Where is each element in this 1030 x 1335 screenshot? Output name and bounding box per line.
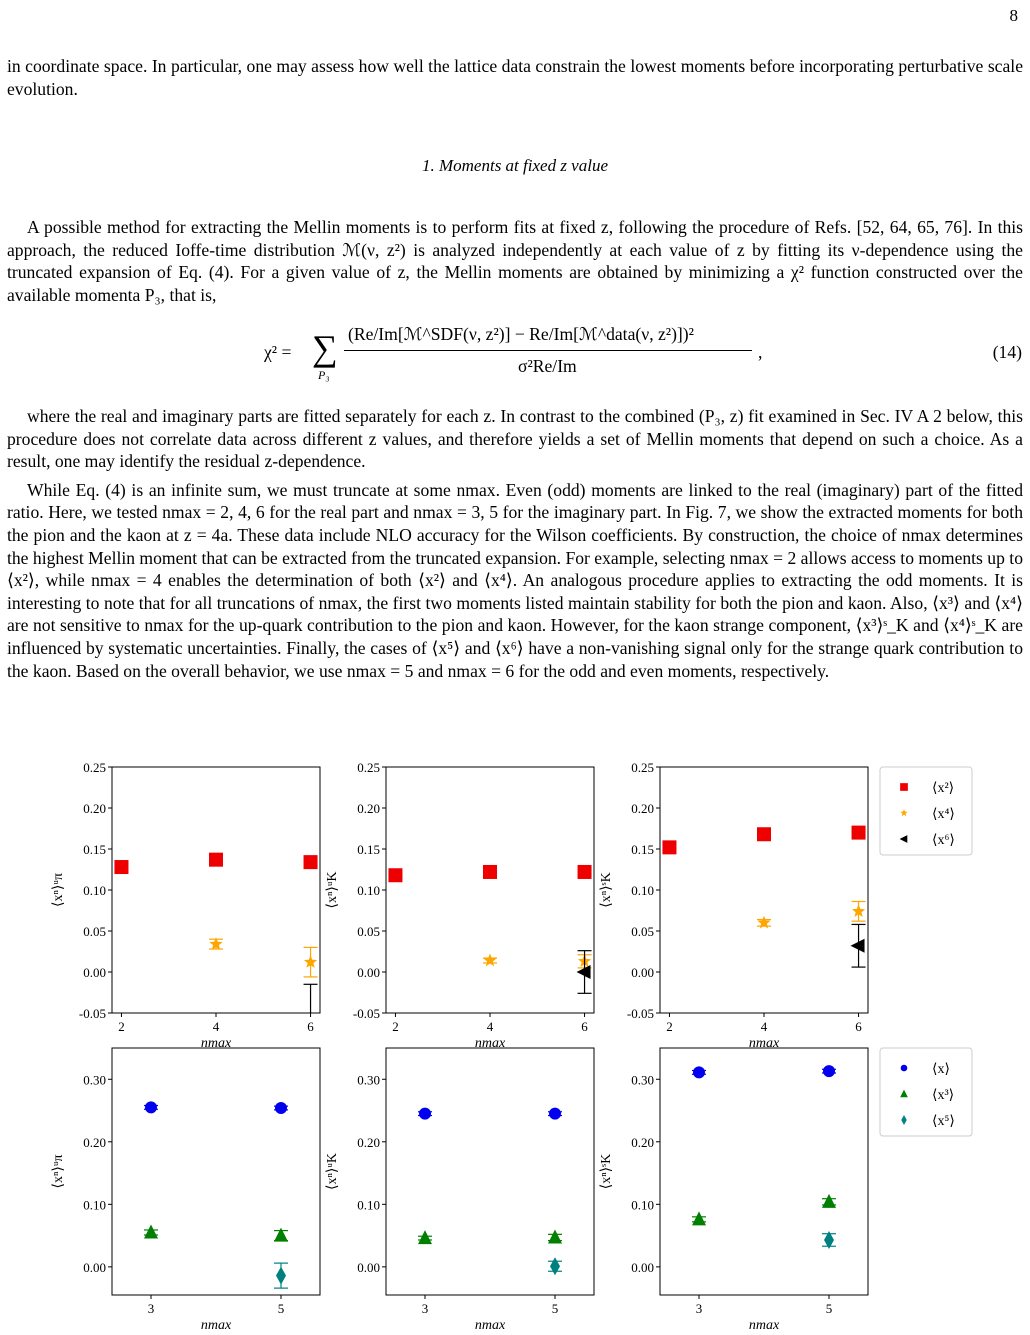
data-point [662, 840, 676, 854]
y-tick-label: 0.10 [631, 883, 654, 898]
axes-frame [660, 767, 868, 1013]
data-point [274, 1228, 288, 1242]
legend-box [880, 1048, 972, 1136]
x-tick-label: 3 [695, 1301, 703, 1316]
y-tick-label: 0.30 [83, 1072, 106, 1088]
data-point [550, 1257, 560, 1275]
x-axis-label: nmax [748, 1318, 780, 1333]
paragraph-truncation-text: While Eq. (4) is an infinite sum, we must truncate at some nmax. Even (odd) moments are linked to the real (imaginary) part of the fitted ratio. Here, we tested nmax = 2, 4, 6 for the real part and nmax = 3, 5 for the imaginary part. In Fig. 7, we show the extracted moments for both the pion and the kaon at z = 4a. These data include NLO accuracy for the Wilson coefficients. By construction, the choice of nmax determines the highest Mellin moment that can be extracted from the truncated expansion. For example, selecting nmax = 2 allows access to moments up to ⟨x²⟩, while nmax = 4 enables the determination of both ⟨x²⟩ and ⟨x⁴⟩. An analogous procedure applies to extracting the odd moments. It is interesting to note that for all truncations of nmax, the first two moments listed maintain stability for both the pion and kaon. Also, ⟨x³⟩ and ⟨x⁴⟩ are not sensitive to nmax for the up-quark contribution to the pion and kaon. However, for the kaon strange component, ⟨x³⟩ˢ_K and ⟨x⁴⟩ˢ_K are influenced by systematic uncertainties. Finally, the cases of ⟨x⁵⟩ and ⟨x⁶⟩ have a non-vanishing signal only for the strange quark contribution to the kaon. Based on the overall behavior, we use nmax = 5 and nmax = 6 for the odd and even moments, respectively. [7, 479, 1023, 681]
paragraph-fits [7, 405, 1023, 682]
data-point [693, 1066, 705, 1078]
x-axis-label: nmax [474, 1318, 506, 1333]
legend-label: ⟨x⁴⟩ [932, 807, 955, 822]
y-tick-label: 0.30 [631, 1072, 654, 1088]
legend [880, 1048, 972, 1136]
data-point [852, 826, 866, 840]
y-tick-label: 0.20 [631, 1134, 654, 1150]
data-point [419, 1108, 431, 1120]
data-points [692, 1065, 836, 1249]
chart-panel [599, 760, 868, 1051]
data-point [483, 954, 496, 967]
y-tick-label: 0.00 [357, 965, 380, 980]
y-tick-label: -0.05 [78, 1006, 106, 1021]
y-tick-label: 0.00 [83, 965, 106, 980]
data-point [692, 1211, 706, 1225]
y-tick-label: 0.20 [357, 801, 380, 816]
x-tick-label: 5 [551, 1301, 559, 1316]
equation-14 [0, 322, 1030, 386]
y-tick-label: 0.20 [83, 1134, 106, 1150]
y-tick-label: 0.05 [631, 924, 654, 939]
y-tick-label: 0.20 [83, 801, 106, 816]
y-tick-label: 0.05 [83, 924, 106, 939]
data-point [276, 1267, 286, 1285]
axes-frame [112, 767, 320, 1013]
y-tick-label: 0.10 [83, 883, 106, 898]
y-axis-label: ⟨xⁿ⟩ˢK [599, 1153, 614, 1190]
legend-marker [901, 1065, 908, 1072]
x-tick-label: 3 [147, 1301, 155, 1316]
data-points [662, 826, 865, 967]
data-point [418, 1230, 432, 1244]
sum-index: P₃ [318, 368, 330, 382]
x-tick-label: 6 [307, 1019, 314, 1034]
data-point [144, 1224, 158, 1238]
sum-symbol: ∑ [312, 328, 338, 368]
data-point [145, 1101, 157, 1113]
x-tick-label: 5 [825, 1301, 833, 1316]
chart-panel [51, 760, 320, 1075]
y-tick-label: 0.25 [357, 760, 380, 775]
y-axis-label: ⟨xⁿ⟩ˢK [599, 872, 614, 908]
data-points [144, 1101, 288, 1288]
x-tick-label: 4 [760, 1019, 768, 1034]
data-point [275, 1102, 287, 1114]
x-tick-label: 3 [421, 1301, 429, 1316]
legend-label: ⟨x⁵⟩ [932, 1114, 955, 1129]
x-tick-label: 2 [392, 1019, 399, 1034]
data-point [577, 965, 591, 979]
legend-label: ⟨x³⟩ [932, 1088, 955, 1103]
legend-label: ⟨x⁶⟩ [932, 833, 955, 848]
x-axis-label: nmax [474, 1036, 506, 1051]
equation-comma: , [758, 342, 763, 362]
x-tick-label: 4 [212, 1019, 220, 1034]
page-number: 8 [1009, 6, 1018, 25]
y-axis-label: ⟨xⁿ⟩ᵘπ [51, 873, 66, 907]
y-tick-label: 0.00 [631, 965, 654, 980]
data-point [822, 1194, 836, 1208]
x-tick-label: 4 [486, 1019, 494, 1034]
data-point [114, 860, 128, 874]
y-tick-label: 0.00 [357, 1259, 380, 1275]
data-point [757, 827, 771, 841]
section-heading: 1. Moments at fixed z value [421, 156, 608, 175]
y-tick-label: 0.15 [83, 842, 106, 857]
y-tick-label: 0.20 [357, 1134, 380, 1150]
paragraph-method-text: A possible method for extracting the Mellin moments is to perform fits at fixed z, following the procedure of Refs. [52, 64, 65, 76]. In this approach, the reduced Ioffe-time distribution ℳ(ν, z²) is analyzed independently at each value of z by fitting its ν-dependence using the truncated expansion of Eq. (4). For a given value of z, the Mellin moments are obtained by minimizing a χ² function constructed over the available momenta P₃, that is, [7, 217, 1023, 305]
x-tick-label: 6 [581, 1019, 588, 1034]
y-tick-label: 0.15 [357, 842, 380, 857]
figure-7 [0, 758, 1030, 1335]
equation-lhs: χ² = [264, 342, 292, 362]
y-tick-label: -0.05 [352, 1006, 380, 1021]
equation-number: (14) [992, 342, 1022, 362]
axes-frame [386, 1048, 594, 1295]
data-points [388, 865, 591, 993]
paragraph-fits-text: where the real and imaginary parts are fitted separately for each z. In contrast to the combined (P₃, z) fit examined in Sec. IV A 2 below, this procedure does not correlate data across different z values, and therefore yields a set of Mellin moments that depend on such a choice. As a result, one may identify the residual z-dependence. [7, 406, 1023, 472]
y-tick-label: 0.10 [357, 1197, 380, 1213]
intro-paragraph: in coordinate space. In particular, one may assess how well the lattice data constrain the lowest moments before incorporating perturbative scale evolution. [7, 56, 1023, 99]
x-tick-label: 2 [666, 1019, 673, 1034]
fraction-bar [344, 350, 752, 351]
axes-frame [386, 767, 594, 1013]
y-tick-label: 0.10 [631, 1197, 654, 1213]
data-point [578, 865, 592, 879]
data-point [851, 939, 865, 953]
y-axis-label: ⟨xⁿ⟩ᵘK [325, 871, 340, 909]
legend [880, 767, 972, 855]
data-point [304, 855, 318, 869]
y-tick-label: 0.00 [631, 1259, 654, 1275]
x-axis-label: nmax [200, 1036, 232, 1051]
equation-numerator: (Re/Im[ℳ^SDF(ν, z²)] − Re/Im[ℳ^data(ν, z²)])² [348, 324, 694, 344]
y-axis-label: ⟨xⁿ⟩ᵘπ [51, 1154, 66, 1189]
paragraph-method [7, 216, 1023, 306]
x-axis-label: nmax [200, 1318, 232, 1333]
legend-label: ⟨x²⟩ [932, 781, 955, 796]
chart-panel [325, 1048, 594, 1333]
data-point [549, 1108, 561, 1120]
x-axis-label: nmax [748, 1036, 780, 1051]
data-point [548, 1229, 562, 1243]
y-tick-label: 0.25 [83, 760, 106, 775]
data-point [209, 853, 223, 867]
x-tick-label: 6 [855, 1019, 862, 1034]
data-point [388, 868, 402, 882]
data-points [418, 1108, 562, 1276]
y-tick-label: -0.05 [626, 1006, 654, 1021]
x-tick-label: 5 [277, 1301, 285, 1316]
axes-frame [660, 1048, 868, 1295]
y-tick-label: 0.25 [631, 760, 654, 775]
legend-marker [900, 783, 908, 791]
legend-box [880, 767, 972, 855]
data-point [483, 865, 497, 879]
y-tick-label: 0.20 [631, 801, 654, 816]
y-tick-label: 0.15 [631, 842, 654, 857]
y-tick-label: 0.30 [357, 1072, 380, 1088]
chart-panel [51, 1048, 320, 1333]
legend-label: ⟨x⟩ [932, 1062, 950, 1077]
y-tick-label: 0.05 [357, 924, 380, 939]
chart-panel [599, 1048, 868, 1333]
equation-denominator: σ²Re/Im [518, 356, 577, 376]
axes-frame [112, 1048, 320, 1295]
y-tick-label: 0.10 [83, 1197, 106, 1213]
chart-panel [325, 760, 594, 1051]
y-axis-label: ⟨xⁿ⟩ᵘK [325, 1152, 340, 1191]
y-tick-label: 0.00 [83, 1259, 106, 1275]
y-tick-label: 0.10 [357, 883, 380, 898]
x-tick-label: 2 [118, 1019, 125, 1034]
data-point [823, 1065, 835, 1077]
